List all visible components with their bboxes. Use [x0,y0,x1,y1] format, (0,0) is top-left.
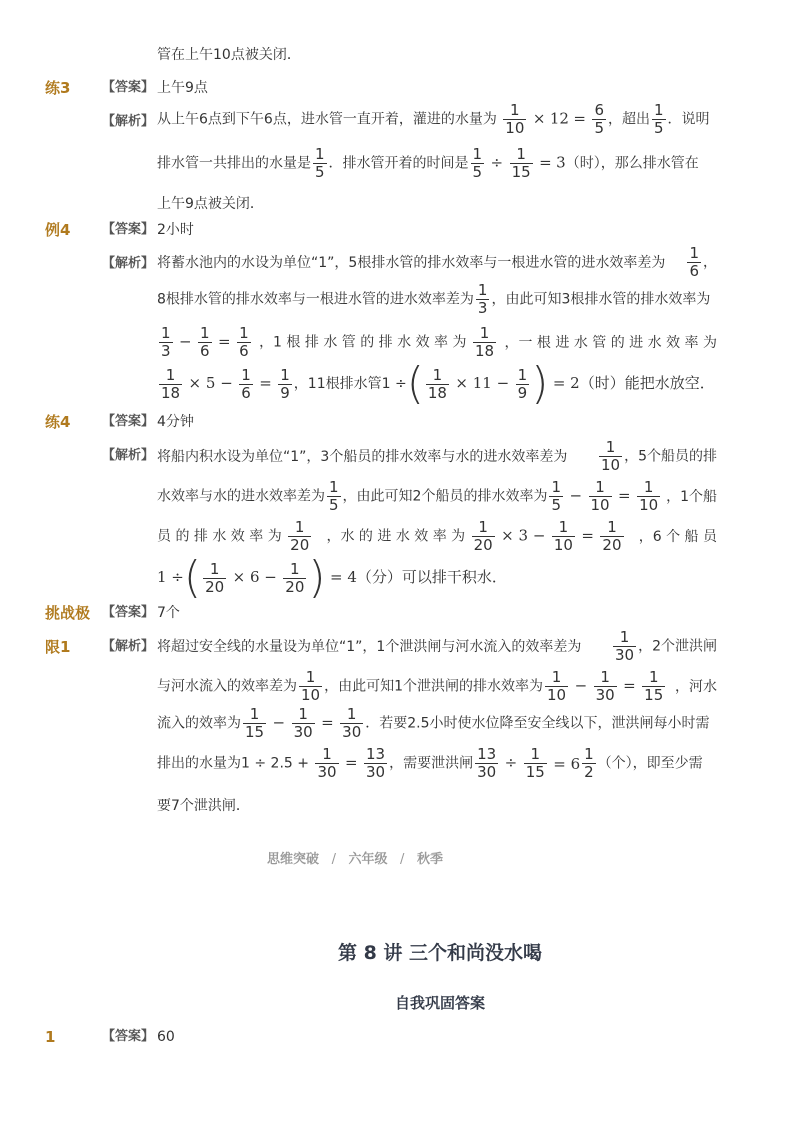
fraction: $\frac{1}{30}$ [614,627,635,664]
entry-tag: 限1 [45,638,71,656]
fraction: $\frac{1}{18}$ [474,323,495,360]
fraction: $\frac{1}{10}$ [639,477,659,514]
fraction: $\frac{6}{5}$ [594,101,604,137]
fraction: $\frac{1}{18}$ [161,365,181,402]
entry-tag: 例4 [45,221,71,239]
fraction: $\frac{1}{20}$ [285,559,305,596]
fraction: $\frac{1}{2}$ [584,745,594,781]
analysis-lian4: 将船内积水设为单位“1”，3个船员的排水效率与水的进水效率差为 $\frac{1}{10}$ ，5个船员的排 水效率与水的进水效率差为 $\frac{1}{5}$ ，由此可知2个船员的排水效率为 $\frac{1}{5}$ − $\frac{1}{10}$ = $\frac{1}{10}$ ，1个船 员 的 排 水 效 率 为 $\frac{1}{20}$ ，水 的 进 水 效 率 为 $\frac{1}{20}$ × 3 − $\frac{1}{10}$ = $\frac{1}{20}$ ，6 个 船 员 1 ÷( $\frac{1}{20}$ × 6 − $\frac{1}{20}$ ) = 4（分）可以排干积水． [157,437,717,603]
answer-label: 【答案】 [102,1029,155,1044]
fraction: $\frac{1}{5}$ [551,477,562,514]
fraction: $\frac{1}{20}$ [205,559,225,596]
fraction: $\frac{1}{10}$ [553,517,573,554]
fraction: $\frac{1}{20}$ [473,517,493,554]
fraction: $\frac{1}{6}$ [200,323,210,360]
fraction: $\frac{1}{9}$ [280,365,290,402]
fraction: $\frac{1}{15}$ [644,667,664,704]
analysis-xian1: 将超过安全线的水量设为单位“1”，1个泄洪闸与河水流入的效率差为 $\frac{1}{30}$ ，2个泄洪闸 与河水流入的效率差为 $\frac{1}{10}$ ，由此可知1个泄洪闸的排水效率为 $\frac{1}{10}$ − $\frac{1}{30}$ = $\frac{1}{15}$ ，河水 流入的效率为 $\frac{1}{15}$ − $\frac{1}{30}$ = $\frac{1}{30}$ ．若要2.5小时使水位降至安全线以下，泄洪闸每小时需 排出的水量为1 ÷ 2.5 + $\frac{1}{30}$ = $\frac{13}{30}$ ，需要泄洪闸 $\frac{13}{30}$ ÷ $\frac{1}{15}$ = 6 $\frac{1}{2}$ （个），即至少需 要7个泄洪闸． [157,627,717,814]
mixed-number: = 6 $\frac{1}{2}$ [553,745,594,781]
fraction: $\frac{1}{5}$ [653,101,664,137]
answer-label: 【答案】 [102,80,155,95]
fraction: $\frac{1}{5}$ [329,477,339,514]
answer-label: 【答案】 [102,222,155,237]
continuation-text: 管在上午10点被关闭． [157,47,301,63]
chapter-title: 第 8 讲 三个和尚没水喝 [337,942,543,964]
entry-tag: 练4 [45,413,71,431]
fraction: $\frac{13}{30}$ [366,745,386,781]
page-footer: 思维突破 / 六年级 / 秋季 [267,852,443,867]
fraction: $\frac{1}{30}$ [595,667,615,704]
fraction: $\frac{1}{10}$ [590,477,610,514]
fraction: $\frac{1}{10}$ [505,101,525,137]
fraction: $\frac{1}{5}$ [315,145,325,181]
fraction: $\frac{1}{10}$ [600,437,621,474]
fraction: $\frac{1}{3}$ [161,323,171,360]
fraction: $\frac{1}{30}$ [342,705,362,741]
fraction: $\frac{1}{10}$ [301,667,321,704]
fraction: $\frac{1}{9}$ [517,365,528,402]
entry-tag: 1 [45,1028,56,1046]
fraction: $\frac{1}{5}$ [472,145,483,181]
fraction: $\frac{13}{30}$ [477,745,497,781]
answer-text: 4分钟 [157,414,194,430]
fraction: $\frac{1}{30}$ [317,745,337,781]
analysis-lian3: 从上午6点到下午6点，进水管一直开着，灌进的水量为 $\frac{1}{10}$ × 12 = $\frac{6}{5}$ ，超出 $\frac{1}{5}$ ．说明 排水管一共排出的水量是 $\frac{1}{5}$ ．排水管开着的时间是 $\frac{1}{5}$ ÷ $\frac{1}{15}$ = 3（时），那么排水管在 上午9点被关闭． [157,101,710,212]
analysis-label: 【解析】 [102,114,155,129]
fraction: $\frac{1}{15}$ [245,705,265,741]
fraction: $\frac{1}{10}$ [547,667,567,704]
fraction: $\frac{1}{3}$ [477,281,488,317]
analysis-label: 【解析】 [102,639,155,654]
section-title: 自我巩固答案 [394,994,485,1012]
answer-label: 【答案】 [102,605,155,620]
answer-text: 60 [157,1029,175,1045]
fraction: $\frac{1}{18}$ [427,365,447,402]
analysis-label: 【解析】 [102,256,155,271]
fraction: $\frac{1}{15}$ [511,145,531,181]
fraction: $\frac{1}{6}$ [241,365,251,402]
fraction: $\frac{1}{6}$ [239,323,249,360]
fraction: $\frac{1}{15}$ [525,745,545,781]
analysis-label: 【解析】 [102,448,155,463]
fraction: $\frac{1}{20}$ [290,517,310,554]
answer-text: 7个 [157,605,180,621]
fraction: $\frac{1}{6}$ [689,243,699,280]
fraction: $\frac{1}{20}$ [602,517,622,554]
fraction: $\frac{1}{30}$ [293,705,313,741]
analysis-li4: 将蓄水池内的水设为单位“1”，5根排水管的排水效率与一根进水管的进水效率差为 $\frac{1}{6}$ ， 8根排水管的排水效率与一根进水管的进水效率差为 $\frac{1}{3}$ ，由此可知3根排水管的排水效率为 $\frac{1}{3}$ − $\frac{1}{6}$ = $\frac{1}{6}$ ，1 根 排 水 管 的 排 水 效 率 为 $\frac{1}{18}$ ，一 根 进 水 管 的 进 水 效 率 为 $\frac{1}{18}$ × 5 − $\frac{1}{6}$ = $\frac{1}{9}$ ，11根排水管1 ÷( $\frac{1}{18}$ × 11 − $\frac{1}{9}$ ) = 2（时）能把水放空． [157,243,717,409]
answer-label: 【答案】 [102,414,155,429]
answer-text: 2小时 [157,222,194,238]
entry-tag: 挑战极 [45,604,91,622]
entry-tag: 练3 [45,79,71,97]
answer-text: 上午9点 [157,80,208,96]
